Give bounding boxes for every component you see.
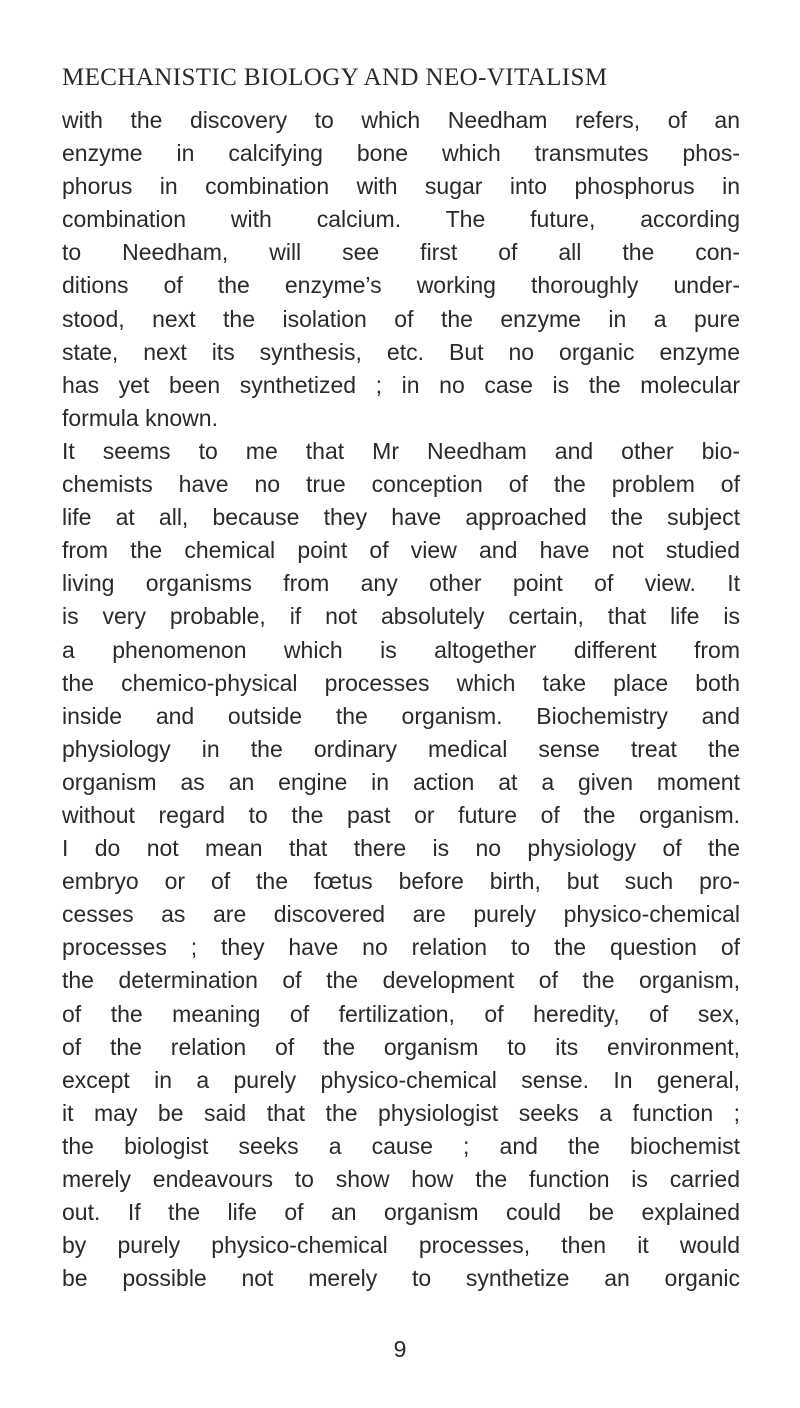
text-line: I do not mean that there is no physiology of the [62, 835, 740, 862]
text-line: except in a purely physico-chemical sense. In general, [62, 1066, 740, 1093]
text-line: the chemico-physical processes which take place both [62, 669, 740, 696]
page-number: 9 [393, 1336, 407, 1362]
text-line: out. If the life of an organism could be explained [62, 1199, 740, 1226]
text-line: phorus in combination with sugar into phosphorus in [62, 173, 740, 200]
text-line: life at all, because they have approached the subject [62, 504, 740, 531]
text-line: without regard to the past or future of the organism. [62, 801, 740, 828]
text-line: processes ; they have no relation to the question of [62, 934, 740, 961]
text-line: with the discovery to which Needham refers, of an [62, 107, 740, 133]
text-line: of the relation of the organism to its environment, [62, 1033, 740, 1060]
text-line: inside and outside the organism. Biochemistry and [62, 702, 740, 729]
running-head: MECHANISTIC BIOLOGY AND NEO-VITALISM [62, 64, 608, 91]
text-line: It seems to me that Mr Needham and other bio- [62, 437, 740, 464]
text-line: living organisms from any other point of view. It [62, 570, 740, 597]
text-line: formula known. [62, 404, 218, 431]
text-line: combination with calcium. The future, according [62, 206, 740, 233]
text-line: from the chemical point of view and have not studied [62, 537, 740, 564]
text-line: the biologist seeks a cause ; and the biochemist [62, 1132, 740, 1159]
body-text [62, 104, 740, 1295]
text-line: merely endeavours to show how the function is carried [62, 1166, 740, 1192]
text-line: the determination of the development of the organism, [62, 967, 740, 994]
text-line: enzyme in calcifying bone which transmutes phos- [62, 140, 740, 167]
text-line: to Needham, will see first of all the con- [62, 239, 740, 266]
text-line: stood, next the isolation of the enzyme in a pure [62, 305, 740, 332]
text-line: cesses as are discovered are purely physico-chemical [62, 901, 740, 928]
text-line: organism as an engine in action at a given moment [62, 768, 740, 795]
text-line: by purely physico-chemical processes, then it would [62, 1232, 740, 1259]
text-line: has yet been synthetized ; in no case is the molecular [62, 371, 740, 398]
text-line: ditions of the enzyme’s working thoroughly under- [62, 272, 740, 299]
text-line: physiology in the ordinary medical sense treat the [62, 735, 740, 762]
text-line: state, next its synthesis, etc. But no organic enzyme [62, 338, 740, 365]
text-line: be possible not merely to synthetize an organic [62, 1265, 740, 1292]
text-line: of the meaning of fertilization, of heredity, of sex, [62, 1000, 740, 1027]
text-line: embryo or of the fœtus before birth, but such pro- [62, 868, 740, 895]
text-line: it may be said that the physiologist seeks a function ; [62, 1099, 740, 1126]
text-line: chemists have no true conception of the problem of [62, 471, 740, 498]
text-line: is very probable, if not absolutely certain, that life is [62, 603, 740, 630]
text-line: a phenomenon which is altogether different from [62, 636, 740, 663]
